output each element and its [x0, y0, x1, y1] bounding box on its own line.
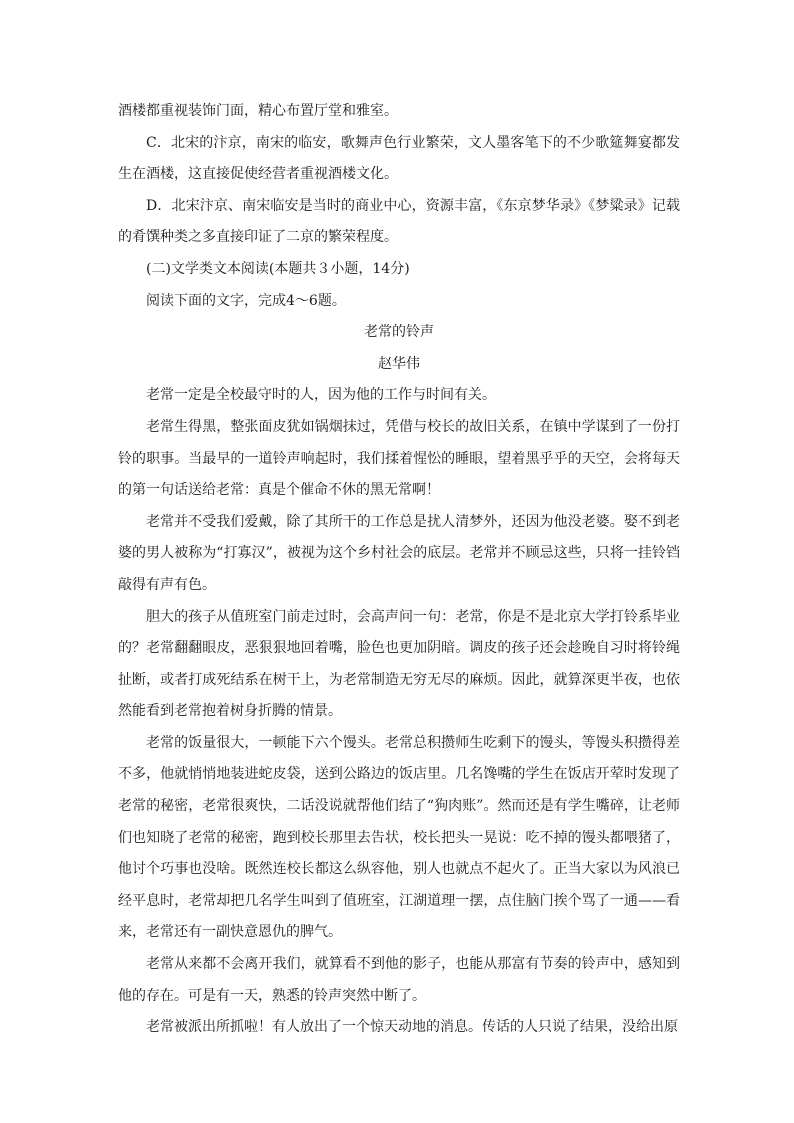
article-author: 赵华伟 [378, 355, 420, 372]
paragraph: (二)文学类文本阅读(本题共３小题，14分) [146, 260, 410, 277]
paragraph: 酒楼都重视装饰门面，精心布置厅堂和雅室。 [118, 103, 398, 119]
paragraph: 阅读下面的文字，完成4～6题。 [146, 292, 346, 309]
paragraph: 老常被派出所抓啦！有人放出了一个惊天动地的消息。传话的人只说了结果，没给出原 [146, 1019, 678, 1036]
paragraph: 老常并不受我们爱戴，除了其所干的工作总是扰人清梦外，还因为他没老婆。娶不到老婆的男人被称为“打寡汉”，被视为这个乡村社会的底层。老常并不顾忌这些，只将一挂铃铛敲得有声有色。 [118, 513, 680, 593]
paragraph: 老常从来都不会离开我们，就算看不到他的影子，也能从那富有节奏的铃声中，感知到他的存在。可是有一天，熟悉的铃声突然中断了。 [118, 956, 680, 1004]
article-title: 老常的铃声 [364, 324, 434, 341]
paragraph: C．北宋的汴京，南宋的临安，歌舞声色行业繁荣，文人墨客笔下的不少歌筵舞宴都发生在酒楼，这直接促使经营者重视酒楼文化。 [118, 134, 680, 183]
document-body [118, 96, 680, 1044]
paragraph: 老常生得黑，整张面皮犹如锅烟抹过，凭借与校长的故旧关系，在镇中学谋到了一份打铃的职事。当最早的一道铃声响起时，我们揉着惺忪的睡眼，望着黑乎乎的天空，会将每天的第一句话送给老常：真是个催命不休的黑无常啊！ [118, 418, 680, 499]
paragraph: D．北宋汴京、南宋临安是当时的商业中心，资源丰富，《东京梦华录》《梦粱录》记载的肴馔种类之多直接印证了二京的繁荣程度。 [118, 197, 680, 246]
paragraph: 老常一定是全校最守时的人，因为他的工作与时间有关。 [146, 387, 496, 404]
paragraph: 老常的饭量很大，一顿能下六个馒头。老常总积攒师生吃剩下的馒头，等馒头积攒得差不多，他就悄悄地装进蛇皮袋，送到公路边的饭店里。几名馋嘴的学生在饭店开荤时发现了老常的秘密，老常很爽快，二话没说就帮他们结了“狗肉账”。然而还是有学生嘴碎，让老师们也知晓了老常的秘密，跑到校长那里去告状，校长把头一晃说：吃不掉的馒头都喂猪了，他讨个巧事也没啥。既然连校长都这么纵容他，别人也就点不起火了。正当大家以为风浪已经平息时，老常却把几名学生叫到了值班室，江湖道理一摆，点住脑门挨个骂了一通——看来，老常还有一副快意恩仇的脾气。 [118, 734, 680, 941]
paragraph: 胆大的孩子从值班室门前走过时，会高声问一句：老常，你是不是北京大学打铃系毕业的？老常翻翻眼皮，恶狠狠地回着嘴，脸色也更加阴暗。调皮的孩子还会趁晚自习时将铃绳扯断，或者打成死结系在树干上，为老常制造无穷无尽的麻烦。因此，就算深更半夜，也依然能看到老常抱着树身折腾的情景。 [118, 608, 680, 720]
